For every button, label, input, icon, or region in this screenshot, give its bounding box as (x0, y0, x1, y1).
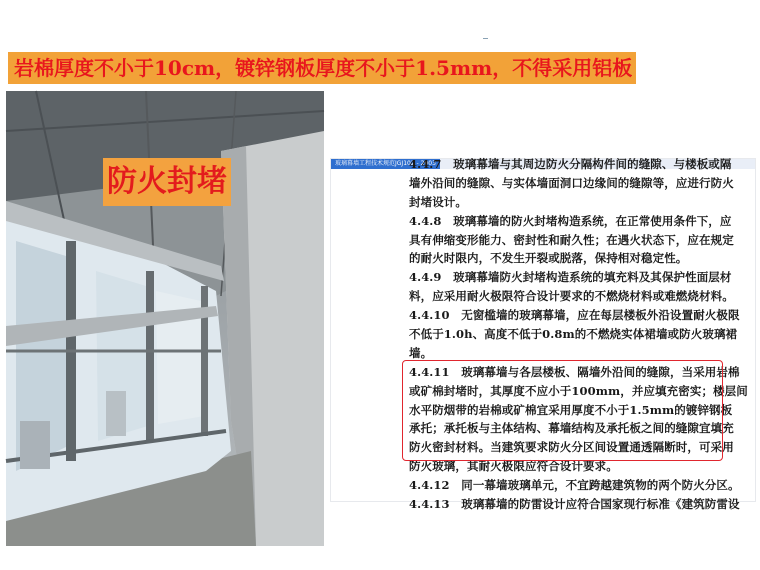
doc-line: 或矿棉封堵时，其厚度不应小于100mm，并应填充密实；楼层间 (409, 383, 748, 398)
doc-line: 4.4.11 玻璃幕墙与各层楼板、隔墙外沿间的缝隙，当采用岩棉 (409, 364, 740, 379)
doc-line: 4.4.8 玻璃幕墙的防火封堵构造系统，在正常使用条件下，应 (409, 213, 732, 228)
doc-line: 4.4.7 玻璃幕墙与其周边防火分隔构件间的缝隙、与楼板或隔 (409, 157, 732, 171)
doc-line: 承托；承托板与主体结构、幕墙结构及承托板之间的缝隙宜填充 (409, 421, 734, 436)
doc-line: 具有伸缩变形能力、密封性和耐久性；在遇火状态下，应在规定 (409, 232, 734, 247)
doc-line: 墙外沿间的缝隙、与实体墙面洞口边缘间的缝隙等，应进行防火 (409, 175, 734, 190)
doc-line: 4.4.9 玻璃幕墙防火封堵构造系统的填充料及其保护性面层材 (409, 270, 732, 285)
doc-line: 墙。 (409, 345, 433, 360)
document-text (409, 157, 749, 514)
doc-line: 料，应采用耐火极限符合设计要求的不燃烧材料或难燃烧材料。 (409, 289, 734, 304)
doc-line: 4.4.10 无窗槛墙的玻璃幕墙，应在每层楼板外沿设置耐火极限 (409, 308, 740, 323)
doc-line: 防火玻璃，其耐火极限应符合设计要求。 (409, 459, 618, 474)
doc-line: 4.4.12 同一幕墙玻璃单元，不宜跨越建筑物的两个防火分区。 (409, 478, 740, 493)
doc-line: 封堵设计。 (409, 194, 467, 209)
clause-highlight-box (402, 360, 723, 461)
doc-line: 水平防烟带的岩棉或矿棉宜采用厚度不小于1.5mm的镀锌钢板 (409, 402, 733, 417)
title-banner: 岩棉厚度不小于10cm，镀锌钢板厚度不小于1.5mm，不得采用铝板 (8, 52, 636, 84)
document-tab-label[interactable]: 玻璃幕墙工程技术规范JGJ102 - 2003 (331, 159, 440, 169)
doc-line: 4.4.13 玻璃幕墙的防雷设计应符合国家现行标准《建筑防雷设 (409, 497, 740, 512)
decorative-tick (483, 38, 488, 39)
site-photo (6, 91, 324, 546)
doc-line: 的耐火时限内，不发生开裂或脱落，保持相对稳定性。 (409, 251, 688, 266)
fire-seal-label: 防火封堵 (103, 158, 231, 206)
doc-line: 防火密封材料。当建筑要求防火分区间设置通透隔断时，可采用 (409, 440, 734, 455)
doc-line: 不低于1.0h、高度不低于0.8m的不燃烧实体裙墙或防火玻璃裙 (409, 327, 738, 342)
